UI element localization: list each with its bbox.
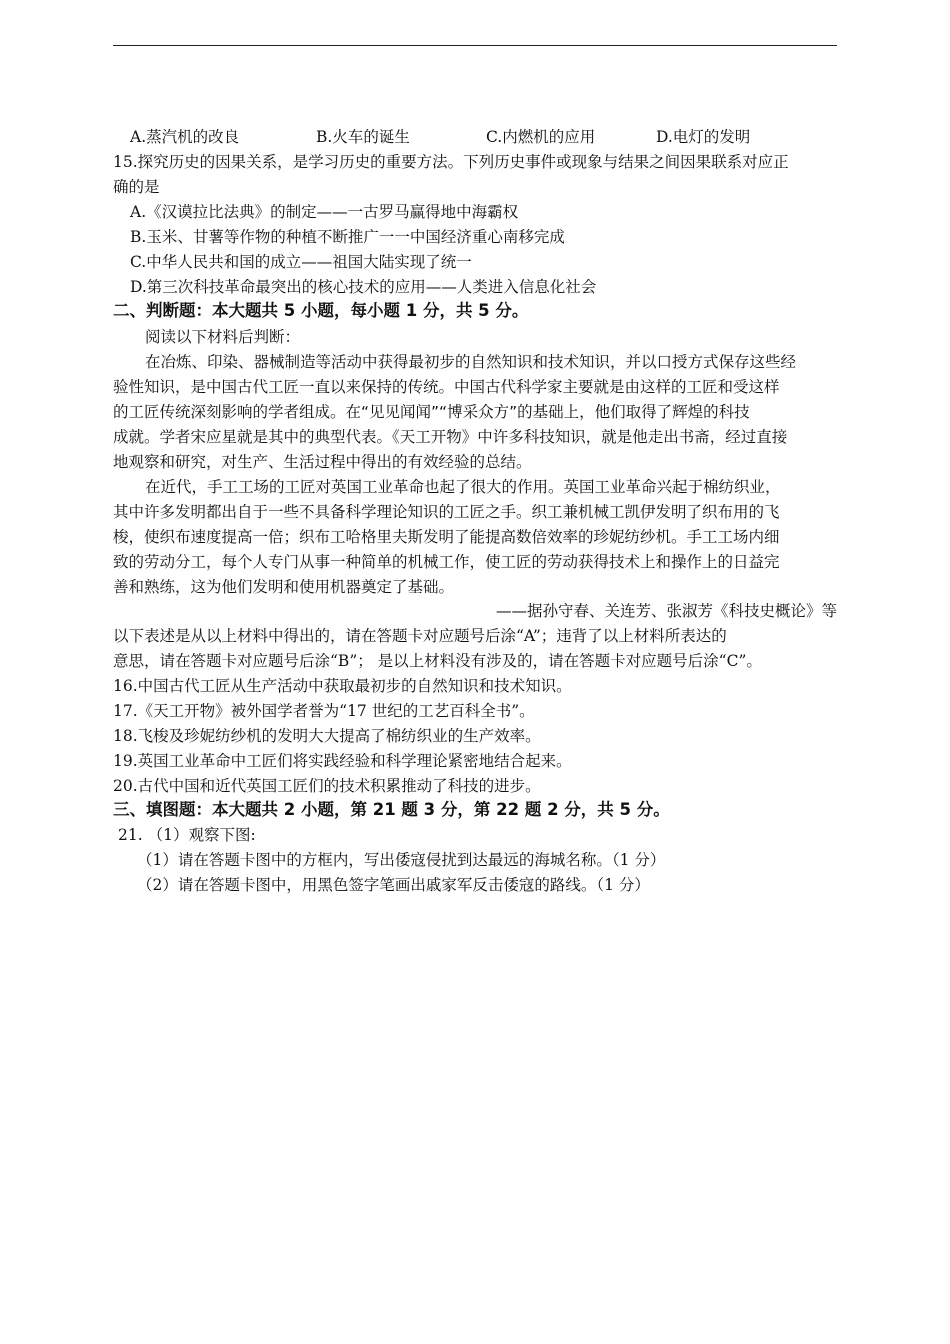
q21-prompt: 21. （1）观察下图: (118, 826, 256, 844)
material-para1-line1: 在冶炼、印染、器械制造等活动中获得最初步的自然知识和技术知识，并以口授方式保存这些经 (145, 353, 797, 371)
instruction-line2: 意思，请在答题卡对应题号后涂“B”； 是以上材料没有涉及的，请在答题卡对应题号后涂“C”。 (113, 652, 762, 670)
q21-sub-2: （2）请在答题卡图中，用黑色签字笔画出戚家军反击倭寇的路线。（1 分） (137, 876, 650, 894)
section3-heading: 三、填图题：本大题共 2 小题，第 21 题 3 分，第 22 题 2 分，共 5 分。 (113, 800, 670, 819)
statement-18: 18.飞梭及珍妮纺纱机的发明大大提高了棉纺织业的生产效率。 (113, 727, 541, 745)
option-a: A.蒸汽机的改良 (130, 128, 240, 146)
material-para2-line4: 致的劳动分工，每个人专门从事一种简单的机械工作，使工匠的劳动获得技术上和操作上的日益完 (113, 553, 780, 571)
material-para2-line2: 其中许多发明都出自于一些不具备科学理论知识的工匠之手。织工兼机械工凯伊发明了织布用的飞 (113, 503, 780, 521)
instruction-line1: 以下表述是从以上材料中得出的，请在答题卡对应题号后涂“A”；违背了以上材料所表达的 (113, 627, 727, 645)
q15-option-c: C.中华人民共和国的成立——祖国大陆实现了统一 (130, 253, 472, 271)
material-para1-line4: 成就。学者宋应星就是其中的典型代表。《天工开物》中许多科技知识，就是他走出书斋，经过直接 (113, 428, 788, 446)
statement-17: 17.《天工开物》被外国学者誉为“17 世纪的工艺百科全书”。 (113, 702, 535, 720)
statement-20: 20.古代中国和近代英国工匠们的技术积累推动了科技的进步。 (113, 777, 541, 795)
option-d: D.电灯的发明 (656, 128, 751, 146)
q15-stem: 15.探究历史的因果关系，是学习历史的重要方法。下列历史事件或现象与结果之间因果联系对应正 (113, 153, 789, 171)
q15-option-d: D.第三次科技革命最突出的核心技术的应用——人类进入信息化社会 (130, 278, 597, 296)
material-para2-line3: 梭，使织布速度提高一倍；织布工哈格里夫斯发明了能提高数倍效率的珍妮纺纱机。手工工场内细 (113, 528, 780, 546)
material-para2-line1: 在近代，手工工场的工匠对英国工业革命也起了很大的作用。英国工业革命兴起于棉纺织业， (145, 478, 781, 496)
option-c: C.内燃机的应用 (486, 128, 596, 146)
statement-16: 16.中国古代工匠从生产活动中获取最初步的自然知识和技术知识。 (113, 677, 572, 695)
section2-intro: 阅读以下材料后判断： (145, 328, 301, 346)
material-para2-line5: 善和熟练，这为他们发明和使用机器奠定了基础。 (113, 578, 455, 596)
q15-stem-cont: 确的是 (113, 178, 160, 196)
material-para1-line2: 验性知识，是中国古代工匠一直以来保持的传统。中国古代科学家主要就是由这样的工匠和受这样 (113, 378, 780, 396)
header-rule (113, 45, 837, 46)
q21-sub-1: （1）请在答题卡图中的方框内，写出倭寇侵扰到达最远的海城名称。（1 分） (137, 851, 666, 869)
section2-heading: 二、判断题：本大题共 5 小题，每小题 1 分，共 5 分。 (113, 301, 529, 320)
material-source: ——据孙守春、关连芳、张淑芳《科技史概论》等 (495, 602, 837, 620)
q15-option-a: A.《汉谟拉比法典》的制定——一古罗马赢得地中海霸权 (130, 203, 519, 221)
statement-19: 19.英国工业革命中工匠们将实践经验和科学理论紧密地结合起来。 (113, 752, 572, 770)
option-b: B.火车的诞生 (316, 128, 410, 146)
material-para1-line5: 地观察和研究，对生产、生活过程中得出的有效经验的总结。 (113, 453, 532, 471)
q14-options (130, 127, 750, 147)
q15-option-b: B.玉米、甘薯等作物的种植不断推广一一中国经济重心南移完成 (130, 228, 565, 246)
material-para1-line3: 的工匠传统深刻影响的学者组成。在“见见闻闻”“博采众方”的基础上，他们取得了辉煌的科技 (113, 403, 750, 421)
